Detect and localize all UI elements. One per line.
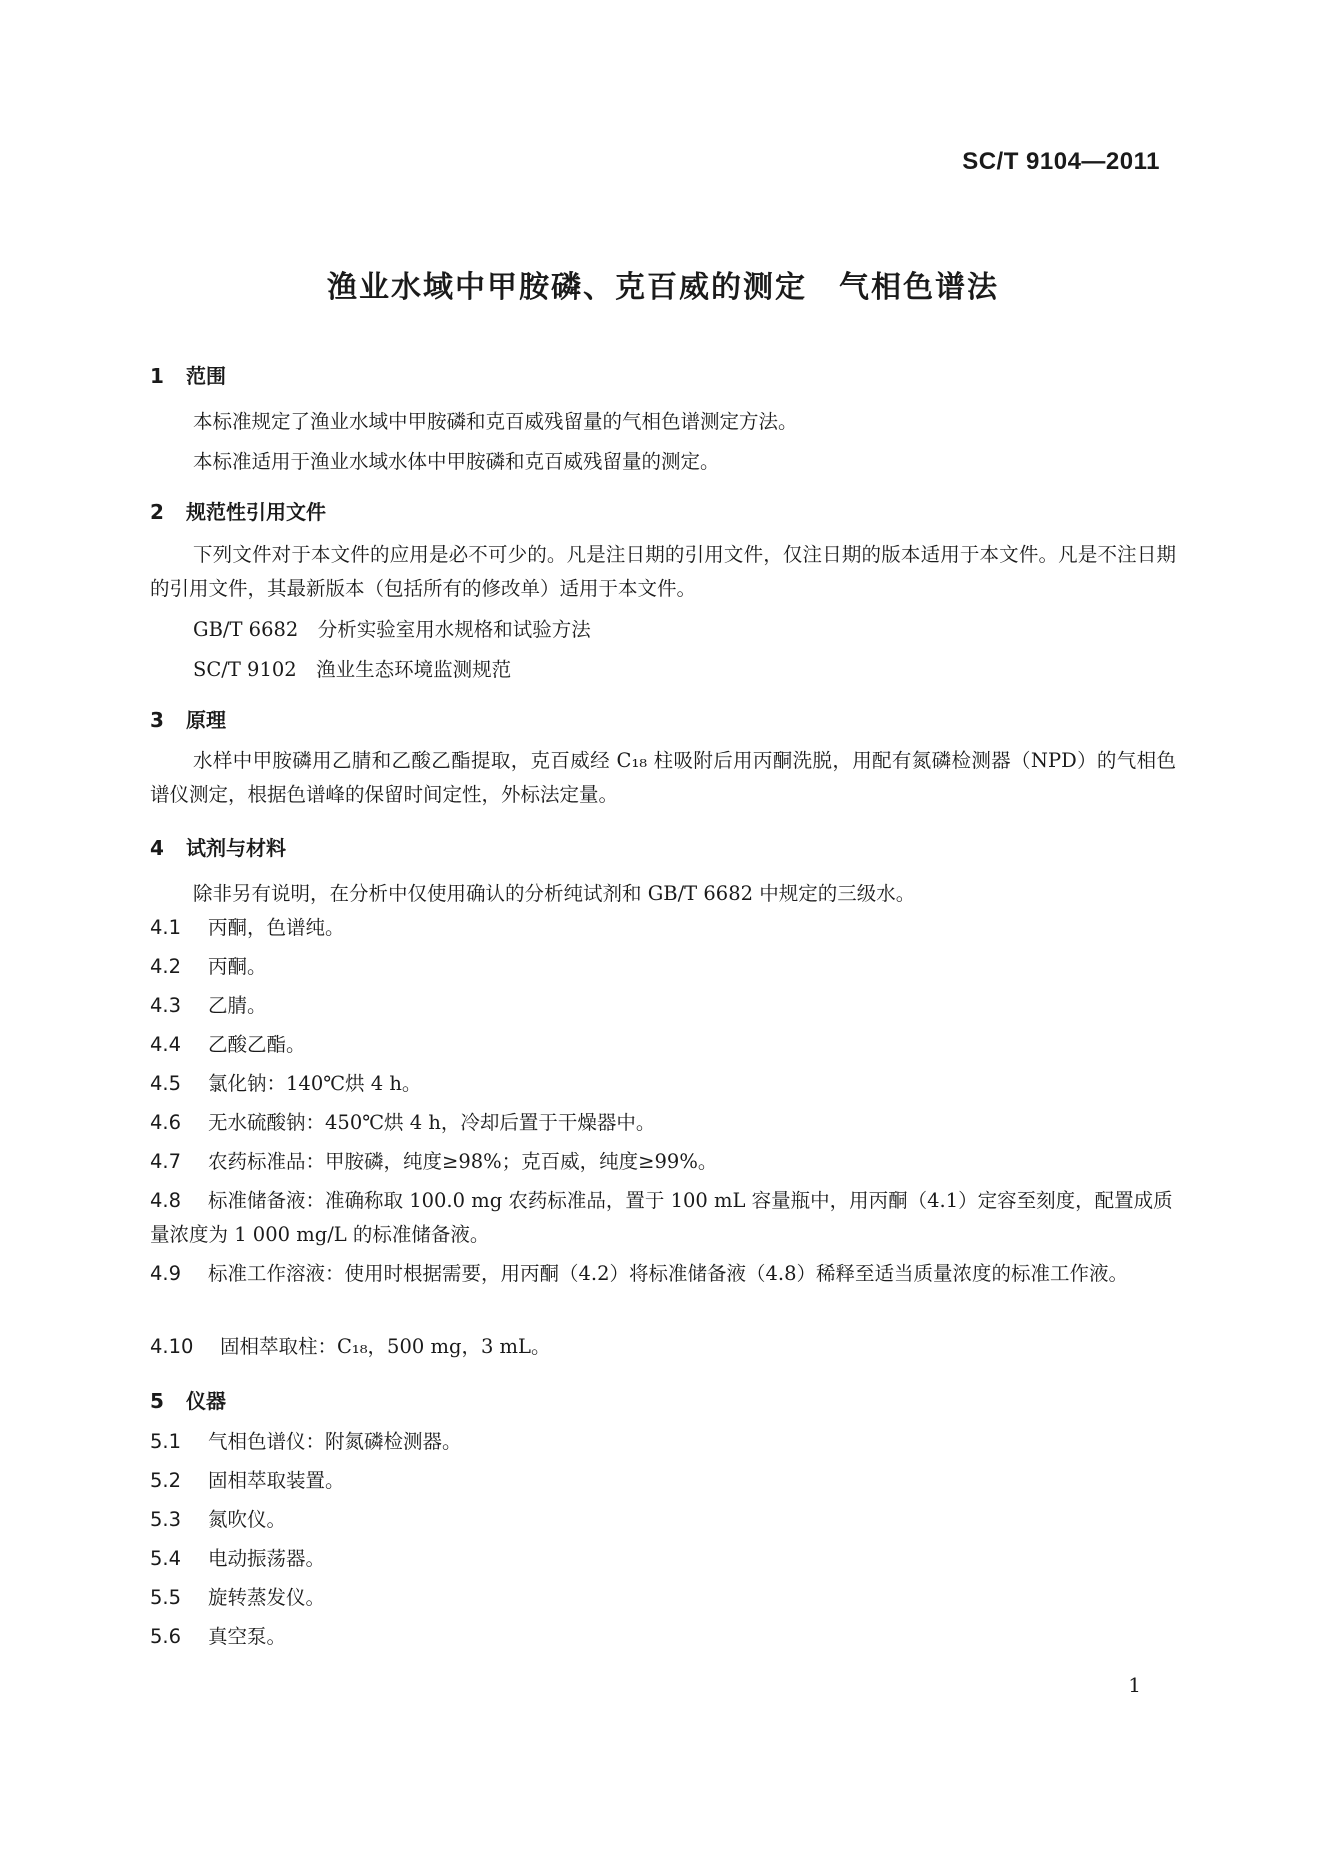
list-item <box>150 911 1176 945</box>
item-text: 真空泵。 <box>208 1625 287 1648</box>
section-title: 范围 <box>186 364 226 388</box>
list-item <box>150 1330 1176 1364</box>
list-item <box>150 1257 1176 1291</box>
section-heading-4 <box>150 832 286 861</box>
document-title: 渔业水域中甲胺磷、克百威的测定 气相色谱法 <box>327 270 999 305</box>
section-number: 3 <box>150 708 164 732</box>
section-heading-1 <box>150 360 226 389</box>
section-number: 5 <box>150 1389 164 1413</box>
section-heading-5 <box>150 1385 226 1414</box>
list-item <box>150 1542 1176 1576</box>
item-text: 气相色谱仪：附氮磷检测器。 <box>208 1430 462 1453</box>
reagents-intro: 除非另有说明，在分析中仅使用确认的分析纯试剂和 GB/T 6682 中规定的三级水。 <box>193 882 916 905</box>
item-text: 固相萃取柱：C₁₈，500 mg，3 mL。 <box>220 1335 551 1358</box>
item-number: 4.6 <box>150 1111 182 1134</box>
item-text: 乙酸乙酯。 <box>208 1033 306 1056</box>
item-text: 电动振荡器。 <box>208 1547 326 1570</box>
reference-item: SC/T 9102 渔业生态环境监测规范 <box>193 658 512 681</box>
item-number: 4.4 <box>150 1033 182 1056</box>
item-number: 4.1 <box>150 916 182 939</box>
item-number: 5.2 <box>150 1469 182 1492</box>
item-text: 农药标准品：甲胺磷，纯度≥98%；克百威，纯度≥99%。 <box>208 1150 718 1173</box>
standard-code: SC/T 9104—2011 <box>962 148 1160 175</box>
item-number: 4.9 <box>150 1262 182 1285</box>
list-item <box>150 1184 1176 1252</box>
item-text: 丙酮。 <box>208 955 267 978</box>
section-title: 规范性引用文件 <box>186 500 326 524</box>
section-title: 原理 <box>186 708 226 732</box>
section-number: 1 <box>150 364 164 388</box>
item-text: 氯化钠：140℃烘 4 h。 <box>208 1072 422 1095</box>
section-number: 4 <box>150 836 164 860</box>
item-text: 标准储备液：准确称取 100.0 mg 农药标准品，置于 100 mL 容量瓶中，用丙酮（4.1）定容至刻度，配置成质量浓度为 1 000 mg/L 的标准储备液。 <box>150 1189 1173 1246</box>
scope-line: 本标准规定了渔业水域中甲胺磷和克百威残留量的气相色谱测定方法。 <box>193 410 798 433</box>
item-number: 5.6 <box>150 1625 182 1648</box>
item-text: 固相萃取装置。 <box>208 1469 345 1492</box>
section-number: 2 <box>150 500 164 524</box>
list-item <box>150 1145 1176 1179</box>
principle-paragraph: 水样中甲胺磷用乙腈和乙酸乙酯提取，克百威经 C₁₈ 柱吸附后用丙酮洗脱，用配有氮磷检测器（NPD）的气相色谱仪测定，根据色谱峰的保留时间定性，外标法定量。 <box>150 749 1176 806</box>
scope-line: 本标准适用于渔业水域水体中甲胺磷和克百威残留量的测定。 <box>193 450 720 473</box>
item-number: 4.3 <box>150 994 182 1017</box>
list-item <box>150 1067 1176 1101</box>
item-number: 4.10 <box>150 1335 194 1358</box>
references-paragraph: 下列文件对于本文件的应用是必不可少的。凡是注日期的引用文件，仅注日期的版本适用于本文件。凡是不注日期的引用文件，其最新版本（包括所有的修改单）适用于本文件。 <box>150 543 1176 600</box>
item-number: 5.4 <box>150 1547 182 1570</box>
list-item <box>150 1106 1176 1140</box>
section-heading-3 <box>150 704 226 733</box>
item-text: 丙酮，色谱纯。 <box>208 916 345 939</box>
page-number: 1 <box>1128 1673 1141 1697</box>
list-item <box>150 1581 1176 1615</box>
item-number: 4.5 <box>150 1072 182 1095</box>
item-number: 4.2 <box>150 955 182 978</box>
item-number: 5.3 <box>150 1508 182 1531</box>
item-text: 旋转蒸发仪。 <box>208 1586 326 1609</box>
list-item <box>150 1620 1176 1654</box>
list-item <box>150 989 1176 1023</box>
item-number: 5.5 <box>150 1586 182 1609</box>
section-heading-2 <box>150 496 326 525</box>
item-number: 5.1 <box>150 1430 182 1453</box>
list-item <box>150 1028 1176 1062</box>
item-text: 乙腈。 <box>208 994 267 1017</box>
section-title: 试剂与材料 <box>186 836 286 860</box>
list-item <box>150 1464 1176 1498</box>
item-text: 氮吹仪。 <box>208 1508 287 1531</box>
section-title: 仪器 <box>186 1389 226 1413</box>
item-number: 4.8 <box>150 1189 182 1212</box>
item-text: 标准工作溶液：使用时根据需要，用丙酮（4.2）将标准储备液（4.8）稀释至适当质量浓度的标准工作液。 <box>208 1262 1129 1285</box>
list-item <box>150 1503 1176 1537</box>
list-item <box>150 950 1176 984</box>
item-number: 4.7 <box>150 1150 182 1173</box>
item-text: 无水硫酸钠：450℃烘 4 h，冷却后置于干燥器中。 <box>208 1111 656 1134</box>
reference-item: GB/T 6682 分析实验室用水规格和试验方法 <box>193 618 591 641</box>
list-item <box>150 1425 1176 1459</box>
